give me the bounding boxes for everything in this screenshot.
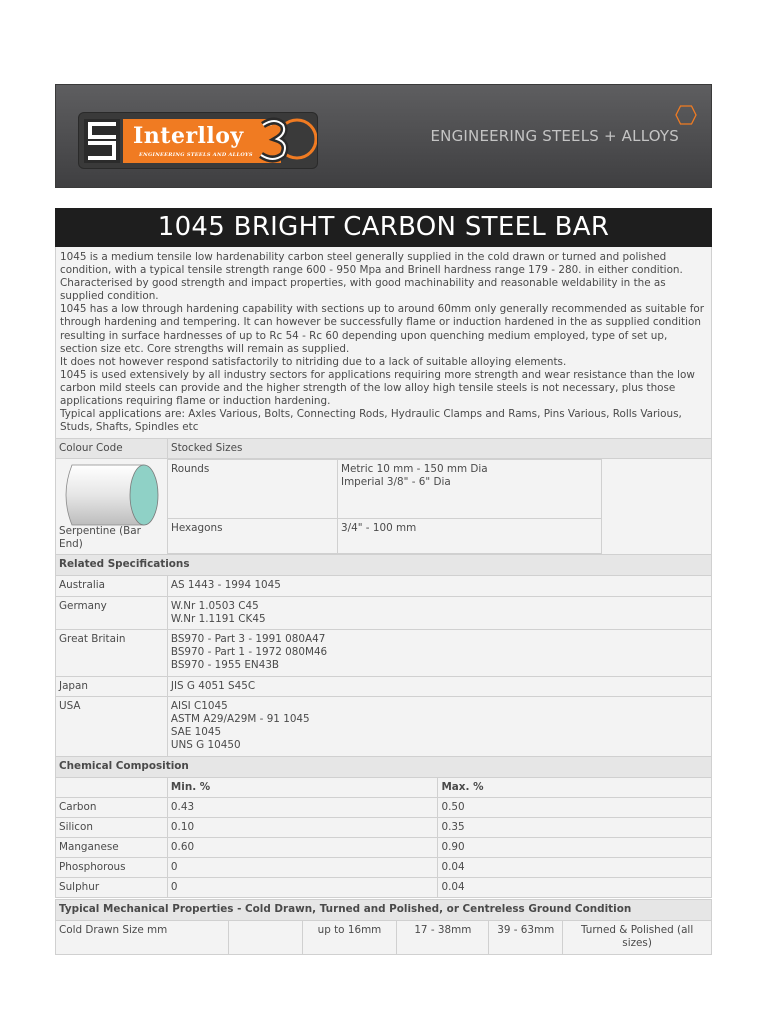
colour-code-header: Colour Code [55, 438, 168, 459]
shape-hexagons: Hexagons [167, 518, 338, 554]
spec-line: BS970 - Part 1 - 1972 080M46 [170, 646, 328, 658]
min-value: 0.43 [167, 798, 438, 818]
mechanical-properties-heading: Typical Mechanical Properties - Cold Drawn, Turned and Polished, or Centreless Ground Condition [56, 900, 712, 921]
table-row [56, 597, 712, 630]
bar-end-icon [60, 463, 160, 527]
table-row [56, 838, 712, 858]
mechanical-properties-table [55, 899, 712, 955]
country-label: Japan [56, 677, 168, 697]
spec-line: W.Nr 1.0503 C45 [170, 600, 259, 612]
page-title: 1045 BRIGHT CARBON STEEL BAR [55, 208, 712, 247]
range-header: up to 16mm [302, 921, 397, 955]
element-label: Silicon [56, 818, 168, 838]
country-label: USA [56, 697, 168, 757]
element-label: Phosphorous [56, 858, 168, 878]
header-tagline: ENGINEERING STEELS + ALLOYS [430, 127, 679, 145]
table-row [56, 878, 712, 898]
min-value: 0.60 [167, 838, 438, 858]
min-header: Min. % [167, 778, 438, 798]
size-header: Cold Drawn Size mm [56, 921, 229, 955]
related-specifications-table [55, 554, 712, 757]
turned-polished-header: Turned & Polished (all sizes) [563, 921, 712, 955]
spec-line: BS970 - Part 3 - 1991 080A47 [170, 633, 326, 645]
range-header: 39 - 63mm [489, 921, 563, 955]
element-label: Carbon [56, 798, 168, 818]
country-label: Great Britain [56, 630, 168, 677]
logo-tagline: ENGINEERING STEELS AND ALLOYS [139, 152, 253, 158]
size-line: 3/4" - 100 mm [341, 522, 417, 534]
size-line: Metric 10 mm - 150 mm Dia [341, 463, 488, 475]
max-value: 0.50 [438, 798, 712, 818]
interlloy-logo [78, 112, 318, 169]
range-header: 17 - 38mm [397, 921, 489, 955]
spec-line: JIS G 4051 S45C [170, 680, 256, 692]
table-header-row [56, 921, 712, 955]
related-specifications-heading: Related Specifications [56, 555, 712, 576]
chemical-composition-table [55, 756, 712, 898]
logo-band [123, 119, 281, 163]
description-paragraph: It does not however respond satisfactorily to nitriding due to a lack of suitable alloying elements. [60, 355, 567, 368]
description-paragraph: 1045 is a medium tensile low hardenability carbon steel generally supplied in the cold drawn or turned and polished condition, with a typical tensile strength range 600 - 950 Mpa and Brinell hardness range 179 - 280. in either condition. Characterised by good strength and impact properties, with good machinability and reasonable weldability in the as supplied condition. [60, 251, 683, 303]
spec-line: AS 1443 - 1994 1045 [170, 579, 281, 591]
blank-header [228, 921, 302, 955]
anniversary-30-icon [259, 115, 317, 167]
table-row [56, 858, 712, 878]
spec-line: BS970 - 1955 EN43B [170, 659, 280, 671]
country-label: Australia [56, 576, 168, 597]
max-value: 0.35 [438, 818, 712, 838]
max-header: Max. % [438, 778, 712, 798]
max-value: 0.90 [438, 838, 712, 858]
min-value: 0 [167, 878, 438, 898]
spec-line: SAE 1045 [170, 726, 222, 738]
table-row [56, 677, 712, 697]
table-header-row [56, 778, 712, 798]
spec-values [167, 630, 711, 677]
sizes-hexagons [337, 518, 602, 554]
element-label: Manganese [56, 838, 168, 858]
spec-line: W.Nr 1.1191 CK45 [170, 613, 266, 625]
country-label: Germany [56, 597, 168, 630]
spec-values [167, 677, 711, 697]
size-line: Imperial 3/8" - 6" Dia [341, 476, 451, 488]
description-paragraph: Typical applications are: Axles Various, Bolts, Connecting Rods, Hydraulic Clamps and Rams, Pins Various, Rolls Various, Studs, Shafts, Spindles etc [60, 408, 682, 434]
spec-line: UNS G 10450 [170, 739, 241, 751]
spec-values [167, 576, 711, 597]
table-row [56, 630, 712, 677]
hexagon-icon [675, 105, 697, 125]
empty-header-cell [56, 778, 168, 798]
page-header [55, 84, 712, 188]
spec-values [167, 597, 711, 630]
sizes-rounds [337, 459, 602, 519]
min-value: 0.10 [167, 818, 438, 838]
table-row [56, 798, 712, 818]
table-row [56, 697, 712, 757]
logo-wordmark: Interlloy [133, 123, 244, 149]
description-paragraph: 1045 has a low through hardening capability with sections up to around 60mm only generally recommended as suitable for through hardening and tempering. It can however be successfully flame or induction hardened in the as supplied condition resulting in surface hardnesses of up to Rc 54 - Rc 60 depending upon quenching medium employed, type of set up, section size etc. Core strengths will remain as supplied. [60, 303, 704, 355]
product-description [55, 247, 712, 439]
spec-line: AISI C1045 [170, 700, 228, 712]
logo-trademark: TM [263, 121, 272, 128]
element-label: Sulphur [56, 878, 168, 898]
colour-code-cell [55, 458, 168, 555]
max-value: 0.04 [438, 878, 712, 898]
shape-rounds: Rounds [167, 459, 338, 519]
description-paragraph: 1045 is used extensively by all industry sectors for applications requiring more strength and wear resistance than the low carbon mild steels can provide and the higher strength of the low alloy high tensile steels is not necessary, plus those applications requiring flame or induction hardening. [60, 368, 695, 408]
min-value: 0 [167, 858, 438, 878]
chemical-composition-heading: Chemical Composition [56, 757, 712, 778]
spec-values [167, 697, 711, 757]
logo-mark-icon [84, 119, 120, 163]
spec-line: ASTM A29/A29M - 91 1045 [170, 713, 310, 725]
colour-name: Serpentine (Bar End) [59, 525, 141, 550]
max-value: 0.04 [438, 858, 712, 878]
table-row [56, 818, 712, 838]
table-row [56, 576, 712, 597]
stocked-sizes-header: Stocked Sizes [167, 438, 712, 459]
